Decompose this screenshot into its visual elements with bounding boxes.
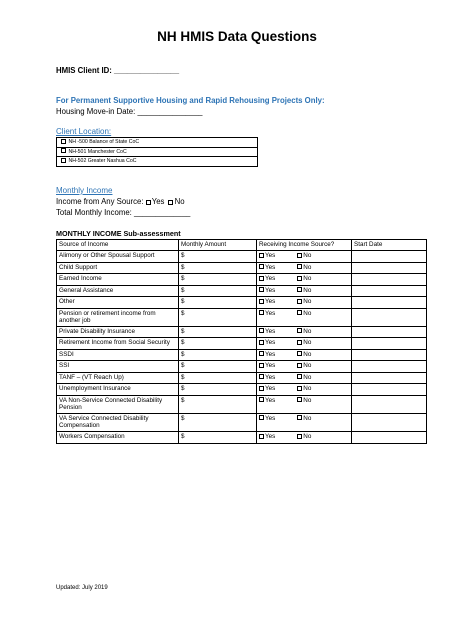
income-source-cell: Alimony or Other Spousal Support [57,251,179,263]
no-label: No [303,362,312,370]
currency-symbol: $ [181,339,185,347]
currency-symbol: $ [181,385,185,393]
no-label: No [303,252,312,259]
monthly-amount-cell[interactable] [179,262,257,274]
table-row [57,251,427,263]
no-label: No [303,263,312,271]
receiving-income-cell [257,361,352,373]
receiving-income-cell [257,297,352,309]
move-in-date-label: Housing Move-in Date: _______________ [56,107,203,116]
income-any-source-label: Income from Any Source: [56,197,144,206]
currency-symbol: $ [181,286,185,294]
start-date-cell[interactable] [352,361,427,373]
psh-heading: For Permanent Supportive Housing and Rapid Rehousing Projects Only: [56,96,325,105]
monthly-amount-cell[interactable] [179,395,257,413]
start-date-cell[interactable] [352,326,427,338]
monthly-amount-cell[interactable] [179,308,257,326]
table-row [57,372,427,384]
yes-label: Yes [265,373,276,381]
monthly-amount-cell[interactable] [179,349,257,361]
location-option[interactable] [57,147,258,157]
checkbox-icon[interactable] [259,264,264,269]
currency-symbol: $ [181,414,185,422]
currency-symbol: $ [181,433,185,441]
monthly-amount-cell[interactable] [179,251,257,263]
checkbox-icon[interactable] [297,351,302,356]
start-date-cell[interactable] [352,413,427,431]
checkbox-icon[interactable] [297,415,302,420]
income-source-cell: VA Service Connected Disability Compensation [57,413,179,431]
start-date-cell[interactable] [352,338,427,350]
start-date-cell[interactable] [352,395,427,413]
checkbox-icon[interactable] [297,299,302,304]
location-row [57,157,258,167]
receiving-income-cell [257,326,352,338]
income-source-cell: Unemployment Insurance [57,384,179,396]
table-row [57,413,427,431]
column-header: Monthly Amount [179,240,257,251]
checkbox-icon[interactable] [297,386,302,391]
receiving-income-cell [257,395,352,413]
receiving-income-cell [257,413,352,431]
yes-label: Yes [265,263,276,271]
location-option-label: NH -500 Balance of State CoC [68,139,140,146]
yes-label: Yes [265,327,276,335]
income-source-cell: General Assistance [57,285,179,297]
yes-label: Yes [265,309,276,317]
checkbox-icon[interactable] [297,374,302,379]
monthly-amount-cell[interactable] [179,413,257,431]
income-source-cell: Child Support [57,262,179,274]
checkbox-icon[interactable] [297,264,302,269]
monthly-amount-cell[interactable] [179,297,257,309]
monthly-amount-cell[interactable] [179,372,257,384]
table-row [57,361,427,373]
currency-symbol: $ [181,362,185,370]
table-row [57,262,427,274]
no-label: No [303,414,312,422]
yes-label: Yes [265,339,276,347]
checkbox-icon[interactable] [297,397,302,402]
start-date-cell[interactable] [352,372,427,384]
start-date-cell[interactable] [352,262,427,274]
no-label: No [303,275,312,282]
monthly-amount-cell[interactable] [179,361,257,373]
income-source-cell: Workers Compensation [57,432,179,444]
no-label: No [303,350,312,358]
income-source-cell: SSI [57,361,179,373]
checkbox-icon[interactable] [297,276,302,281]
yes-label: Yes [151,197,165,206]
yes-label: Yes [265,252,276,259]
income-source-cell: TANF – (VT Reach Up) [57,372,179,384]
checkbox-icon[interactable] [297,328,302,333]
table-row [57,395,427,413]
checkbox-icon[interactable] [259,374,264,379]
column-header: Source of Income [57,240,179,251]
no-label: No [303,298,312,305]
checkbox-icon[interactable] [259,397,264,402]
column-header: Start Date [352,240,427,251]
receiving-income-cell [257,372,352,384]
checkbox-icon[interactable] [297,434,302,439]
checkbox-icon[interactable] [259,276,264,281]
income-source-cell: VA Non-Service Connected Disability Pension [57,395,179,413]
checkbox-icon[interactable] [297,253,302,258]
location-row [57,138,258,148]
receiving-income-cell [257,338,352,350]
checkbox-icon[interactable] [297,363,302,368]
no-label: No [303,309,312,317]
checkbox-icon[interactable] [259,363,264,368]
currency-symbol: $ [181,309,185,317]
income-source-cell: Other [57,297,179,309]
checkbox-icon[interactable] [61,148,66,153]
location-option[interactable] [57,157,258,167]
monthly-amount-cell[interactable] [179,338,257,350]
table-row [57,384,427,396]
checkbox-icon[interactable] [61,158,66,163]
checkbox-icon[interactable] [259,287,264,292]
no-label: No [303,373,312,381]
currency-symbol: $ [181,275,185,282]
yes-label: Yes [265,286,276,294]
receiving-income-cell [257,274,352,286]
footer-updated: Updated: July 2019 [56,585,108,591]
start-date-cell[interactable] [352,432,427,444]
yes-label: Yes [265,396,276,404]
income-source-cell: SSDI [57,349,179,361]
income-source-cell: Retirement Income from Social Security [57,338,179,350]
yes-label: Yes [265,414,276,422]
checkbox-icon[interactable] [259,415,264,420]
table-header-row [57,240,427,251]
monthly-amount-cell[interactable] [179,432,257,444]
no-label: No [303,339,312,347]
table-row [57,326,427,338]
start-date-cell[interactable] [352,297,427,309]
checkbox-icon[interactable] [297,340,302,345]
checkbox-icon[interactable] [259,328,264,333]
start-date-cell[interactable] [352,274,427,286]
monthly-amount-cell[interactable] [179,274,257,286]
yes-label: Yes [265,433,276,441]
table-row [57,349,427,361]
table-body [57,251,427,444]
yes-label: Yes [265,298,276,305]
column-header: Receiving Income Source? [257,240,352,251]
start-date-cell[interactable] [352,349,427,361]
location-option-label: NH-501 Manchester CoC [68,148,127,155]
checkbox-icon[interactable] [146,200,151,205]
receiving-income-cell [257,285,352,297]
checkbox-icon[interactable] [297,287,302,292]
start-date-cell[interactable] [352,308,427,326]
receiving-income-cell [257,308,352,326]
yes-label: Yes [265,275,276,282]
checkbox-icon[interactable] [61,139,66,144]
receiving-income-cell [257,432,352,444]
no-label: No [303,396,312,404]
checkbox-icon[interactable] [259,340,264,345]
no-label: No [174,197,185,206]
start-date-cell[interactable] [352,285,427,297]
currency-symbol: $ [181,350,185,358]
income-sub-assessment-table [56,239,427,444]
income-source-cell: Pension or retirement income from another job [57,308,179,326]
yes-label: Yes [265,350,276,358]
checkbox-icon[interactable] [259,310,264,315]
table-row [57,297,427,309]
currency-symbol: $ [181,327,185,335]
client-location-heading: Client Location: [56,127,112,136]
yes-label: Yes [265,362,276,370]
page-title: NH HMIS Data Questions [157,29,317,44]
receiving-income-cell [257,384,352,396]
no-label: No [303,433,312,441]
currency-symbol: $ [181,396,185,404]
table-row [57,338,427,350]
income-source-cell: Earned Income [57,274,179,286]
monthly-amount-cell[interactable] [179,326,257,338]
checkbox-icon[interactable] [297,310,302,315]
location-row [57,147,258,157]
yes-label: Yes [265,385,276,393]
start-date-cell[interactable] [352,251,427,263]
checkbox-icon[interactable] [259,253,264,258]
receiving-income-cell [257,251,352,263]
table-row [57,308,427,326]
currency-symbol: $ [181,263,185,271]
monthly-amount-cell[interactable] [179,384,257,396]
start-date-cell[interactable] [352,384,427,396]
client-id-label: HMIS Client ID: _______________ [56,66,180,75]
checkbox-icon[interactable] [168,200,173,205]
no-label: No [303,327,312,335]
total-monthly-income-label: Total Monthly Income: _____________ [56,208,191,217]
receiving-income-cell [257,349,352,361]
currency-symbol: $ [181,373,185,381]
checkbox-icon[interactable] [259,351,264,356]
table-row [57,274,427,286]
no-label: No [303,286,312,294]
table-row [57,285,427,297]
income-any-source [56,197,185,206]
monthly-amount-cell[interactable] [179,285,257,297]
checkbox-icon[interactable] [259,434,264,439]
location-option[interactable] [57,138,258,148]
checkbox-icon[interactable] [259,386,264,391]
sub-assessment-heading: MONTHLY INCOME Sub-assessment [56,229,181,238]
receiving-income-cell [257,262,352,274]
no-label: No [303,385,312,393]
currency-symbol: $ [181,252,185,259]
location-option-label: NH-502 Greater Nashua CoC [68,158,137,165]
client-location-table [56,137,258,167]
income-source-cell: Private Disability Insurance [57,326,179,338]
table-row [57,432,427,444]
checkbox-icon[interactable] [259,299,264,304]
monthly-income-heading: Monthly Income [56,186,113,195]
currency-symbol: $ [181,298,185,305]
